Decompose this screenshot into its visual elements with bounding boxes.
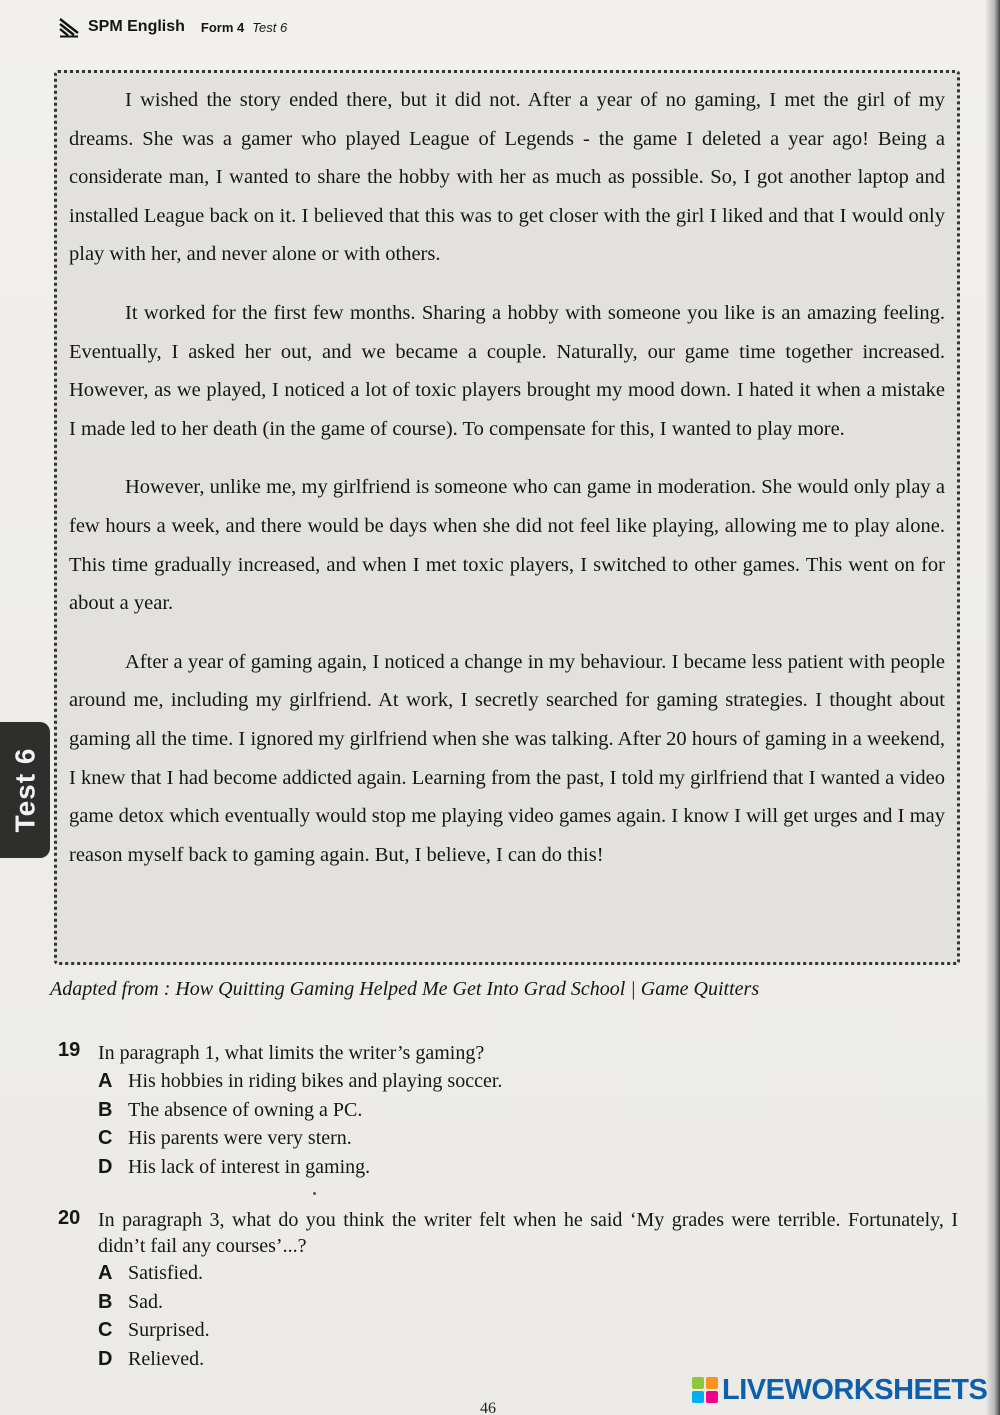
option-text: Relieved. [128,1347,205,1370]
option-letter: C [98,1319,113,1341]
option-text: Sad. [128,1290,163,1313]
option-a[interactable] [98,1259,958,1288]
liveworksheets-logo-icon [692,1377,718,1403]
option-b[interactable] [98,1288,958,1317]
page-number: 46 [480,1400,496,1415]
page-edge-shadow [986,0,1000,1415]
print-speck [313,1192,316,1195]
option-text: His hobbies in riding bikes and playing soccer. [128,1070,503,1092]
option-d[interactable] [98,1153,958,1182]
option-letter: B [98,1098,113,1121]
option-text: His lack of interest in gaming. [128,1155,371,1178]
option-a[interactable] [98,1067,958,1096]
passage-paragraph: After a year of gaming again, I noticed a change in my behaviour. I became less patient with people around me, including my girlfriend. At work, I secretly searched for gaming strategies. I thought about gaming all the time. I ignored my girlfriend when she was talking. After 20 hours of gaming in a weekend, I knew that I had become addicted again. Learning from the past, I told my girlfriend that I wanted a video game detox which eventually would stop me playing video games again. I know I will get urges and I may reason myself back to gaming again. But, I believe, I can do this! [69,650,945,866]
option-letter: D [98,1347,113,1370]
option-letter: D [98,1155,113,1178]
option-letter: A [98,1262,113,1284]
question-text: In paragraph 3, what do you think the writer felt when he said ‘My grades were terrible. Fortunately, I didn’t fail any courses’...? [98,1209,958,1257]
option-letter: A [98,1070,113,1092]
question-20 [58,1207,958,1373]
form-label: Form 4 [200,19,245,35]
question-text: In paragraph 1, what limits the writer’s gaming? [98,1042,485,1064]
book-title: SPM English [88,18,185,35]
passage-paragraph: I wished the story ended there, but it did not. After a year of no gaming, I met the girl of my dreams. She was a gamer who played League of Legends - the game I deleted a year ago! Being a considerate man, I wanted to share the hobby with her as much as possible. So, I got another laptop and installed League back on it. I believed that this was to get closer with the girl I liked and that I would only play with her, and never alone or with others. [69,89,945,266]
option-text: His parents were very stern. [128,1127,352,1149]
option-d[interactable] [98,1345,958,1374]
test-side-tab [0,722,50,858]
passage-paragraph: It worked for the first few months. Sharing a hobby with someone you like is an amazing feeling. Eventually, I asked her out, and we became a couple. Naturally, our game time together increased. However, as we played, I noticed a lot of toxic players brought my mood down. I hated it when a mistake I made led to her death (in the game of course). To compensate for this, I wanted to play more. [69,301,945,440]
question-number: 20 [58,1207,81,1229]
side-tab-label: Test 6 [9,747,41,833]
reading-passage [54,70,960,965]
test-label: Test 6 [252,19,288,35]
source-citation: Adapted from : How Quitting Gaming Helped Me Get Into Grad School | Game Quitters [50,978,760,1000]
watermark-text: LIVEWORKSHEETS [722,1373,988,1406]
question-number: 19 [58,1039,81,1061]
option-c[interactable] [98,1124,958,1153]
option-letter: C [98,1127,113,1149]
option-b[interactable] [98,1096,958,1125]
option-text: Satisfied. [128,1262,203,1284]
option-text: Surprised. [128,1319,210,1341]
publisher-logo-icon [58,16,80,38]
option-c[interactable] [98,1316,958,1345]
question-19 [58,1039,958,1181]
option-text: The absence of owning a PC. [128,1098,363,1121]
liveworksheets-watermark[interactable] [692,1374,987,1406]
passage-paragraph: However, unlike me, my girlfriend is someone who can game in moderation. She would only play a few hours a week, and there would be days when she did not feel like playing, allowing me to play alone. This time gradually increased, and when I met toxic players, I switched to other games. This went on for about a year. [69,476,945,615]
option-letter: B [98,1290,113,1313]
page-header [58,12,287,42]
